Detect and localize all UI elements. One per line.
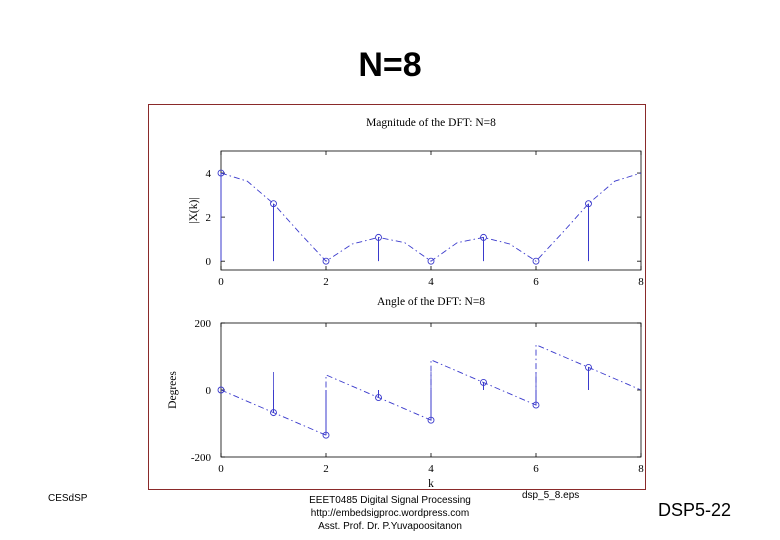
plot2-ytick-label: -200 bbox=[190, 452, 211, 464]
figure-filename: dsp_5_8.eps bbox=[522, 490, 580, 501]
plot2-xtick-label: 4 bbox=[428, 463, 434, 475]
footer-course: EEET0485 Digital Signal Processing bbox=[309, 495, 471, 506]
plot2-title: Angle of the DFT: N=8 bbox=[376, 296, 486, 308]
plot1-xtick-label: 4 bbox=[428, 276, 434, 288]
plot1-xtick-label: 6 bbox=[533, 276, 539, 288]
figure-frame bbox=[148, 104, 646, 490]
plot2-xtick-label: 6 bbox=[533, 463, 539, 475]
plot1-ylabel: |X(k)| bbox=[188, 197, 200, 224]
plot2-xlabel: k bbox=[428, 478, 434, 490]
plot2-ylabel: Degrees bbox=[167, 371, 179, 409]
slide-title: N=8 bbox=[358, 46, 422, 84]
footer-left: CESdSP bbox=[48, 493, 88, 504]
plot1-title: Magnitude of the DFT: N=8 bbox=[366, 117, 496, 129]
plot1-ytick-label: 0 bbox=[205, 256, 211, 269]
plot1-xtick-label: 0 bbox=[218, 276, 224, 288]
dft-figure bbox=[149, 105, 647, 491]
plot1-ytick-label: 4 bbox=[205, 168, 211, 181]
footer-center bbox=[270, 494, 510, 533]
plot2-xtick-label: 2 bbox=[323, 463, 329, 475]
plot2-xtick-label: 8 bbox=[638, 463, 644, 475]
plot2-ytick-label: 0 bbox=[205, 385, 211, 397]
plot2-ytick-label: 200 bbox=[194, 318, 211, 330]
plot1-axes-box bbox=[221, 151, 641, 270]
plot2-xtick-label: 0 bbox=[218, 463, 224, 475]
plot1-xtick-label: 2 bbox=[323, 276, 329, 288]
plot1-xtick-label: 8 bbox=[638, 276, 644, 288]
plot1-ytick-label: 2 bbox=[205, 212, 211, 225]
footer-url: http://embedsigproc.wordpress.com bbox=[310, 508, 470, 519]
plot1-envelope-line bbox=[221, 173, 641, 261]
slide-number: DSP5-22 bbox=[658, 500, 732, 520]
footer-author: Asst. Prof. Dr. P.Yuvapoositanon bbox=[318, 521, 462, 532]
